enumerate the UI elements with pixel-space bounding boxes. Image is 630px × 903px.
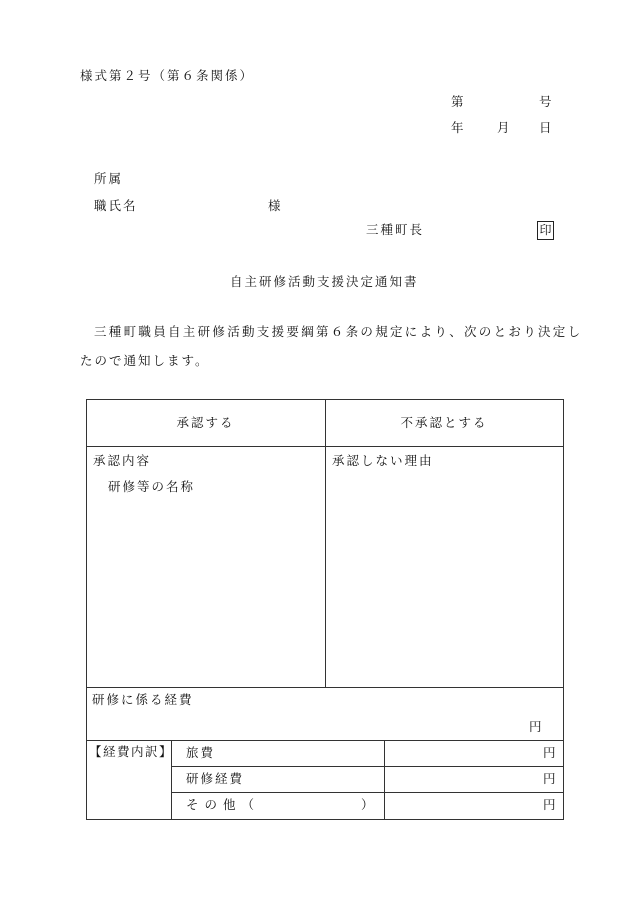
item-other-yen: 円 [543,797,558,812]
doc-number-suffix: 号 [539,94,554,109]
body-line-1: 三種町職員自主研修活動支援要綱第６条の規定により、次のとおり決定し [94,324,583,339]
date-month: 月 [497,120,512,135]
dept-label: 所属 [94,171,124,186]
reject-reason-label: 承認しない理由 [332,453,434,468]
cost-yen: 円 [529,719,544,734]
item-travel-label: 旅費 [186,745,216,760]
body-line-2: たので通知します。 [80,353,210,368]
date-year: 年 [451,120,466,135]
training-name-label: 研修等の名称 [108,479,196,494]
item-travel-yen: 円 [543,745,558,760]
item-training-yen: 円 [543,771,558,786]
honorific: 様 [268,198,283,213]
cost-label: 研修に係る経費 [92,692,194,707]
breakdown-label: 【経費内訳】 [89,744,174,759]
reject-header: 不承認とする [400,415,488,430]
form-header: 様式第２号（第６条関係） [80,68,255,83]
approve-content-label: 承認内容 [93,453,152,468]
seal-mark: 印 [537,221,554,240]
date-day: 日 [539,120,554,135]
item-other-label: その他（ [186,797,261,812]
item-other-close: ） [361,797,376,812]
document-title: 自主研修活動支援決定通知書 [230,274,419,289]
approve-header: 承認する [176,415,235,430]
doc-number-prefix: 第 [451,94,466,109]
sender-title: 三種町長 [366,222,425,237]
item-training-label: 研修経費 [186,771,245,786]
name-label: 職氏名 [94,198,138,213]
